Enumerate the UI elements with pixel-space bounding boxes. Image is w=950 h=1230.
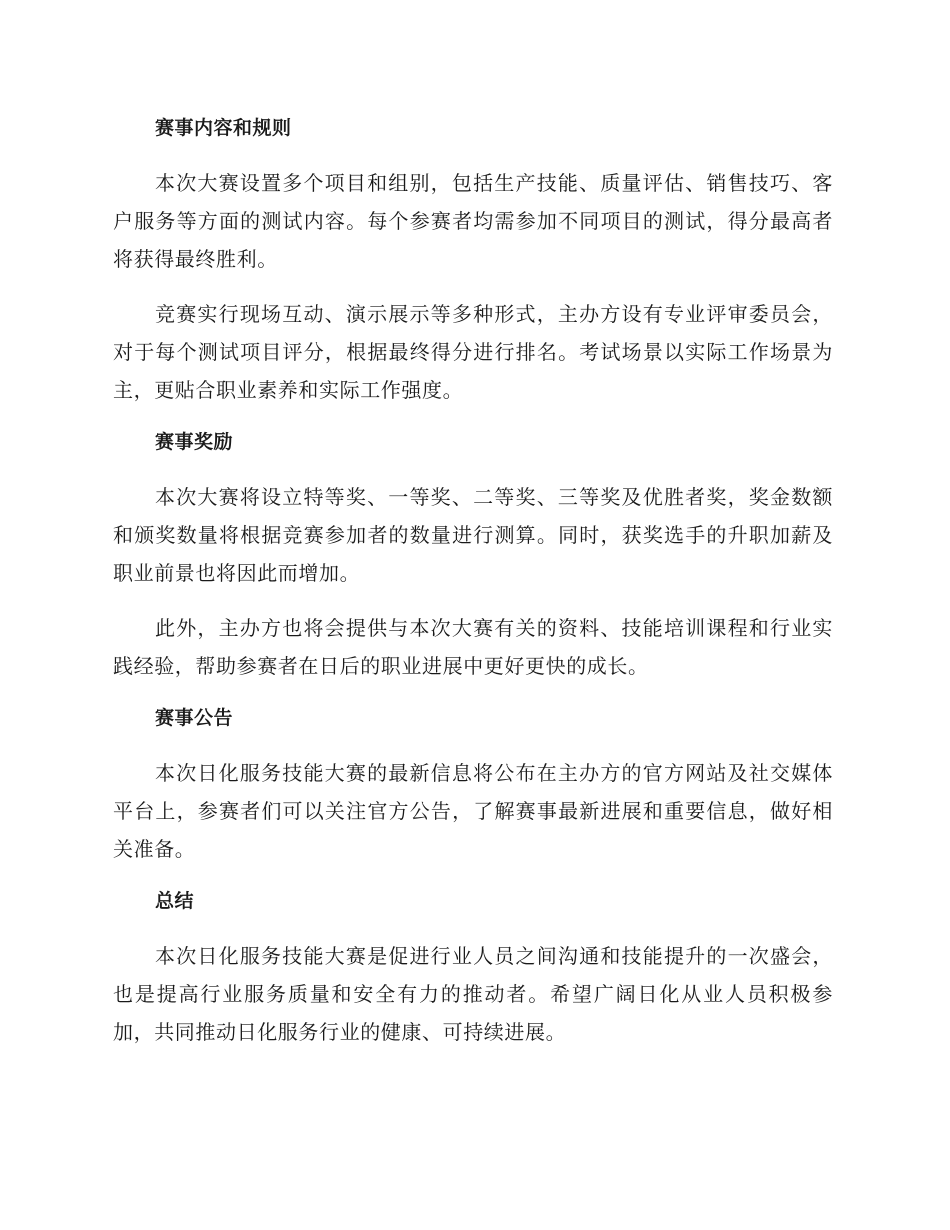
document-page: [113, 112, 833, 1068]
section-heading: 赛事内容和规则: [155, 117, 292, 139]
section-announcement: [113, 702, 833, 868]
section-summary: [113, 885, 833, 1051]
paragraph: 本次大赛将设立特等奖、一等奖、二等奖、三等奖及优胜者奖，奖金数额和颁奖数量将根据竞赛参加者的数量进行测算。同时，获奖选手的升职加薪及职业前景也将因此而增加。: [113, 485, 833, 585]
paragraph: 本次日化服务技能大赛是促进行业人员之间沟通和技能提升的一次盛会，也是提高行业服务质量和安全有力的推动者。希望广阔日化从业人员积极参加，共同推动日化服务行业的健康、可持续进展。: [113, 944, 833, 1044]
section-heading: 赛事奖励: [155, 431, 234, 453]
section-heading: 赛事公告: [155, 707, 234, 729]
paragraph: 竞赛实行现场互动、演示展示等多种形式，主办方设有专业评审委员会，对于每个测试项目评分，根据最终得分进行排名。考试场景以实际工作场景为主，更贴合职业素养和实际工作强度。: [113, 302, 833, 402]
section-rules: [113, 112, 833, 409]
section-heading: 总结: [155, 890, 195, 912]
paragraph: 此外，主办方也将会提供与本次大赛有关的资料、技能培训课程和行业实践经验，帮助参赛者在日后的职业进展中更好更快的成长。: [113, 616, 833, 678]
paragraph: 本次日化服务技能大赛的最新信息将公布在主办方的官方网站及社交媒体平台上，参赛者们可以关注官方公告，了解赛事最新进展和重要信息，做好相关准备。: [113, 761, 833, 861]
section-awards: [113, 426, 833, 685]
paragraph: 本次大赛设置多个项目和组别，包括生产技能、质量评估、销售技巧、客户服务等方面的测试内容。每个参赛者均需参加不同项目的测试，得分最高者将获得最终胜利。: [113, 171, 833, 271]
